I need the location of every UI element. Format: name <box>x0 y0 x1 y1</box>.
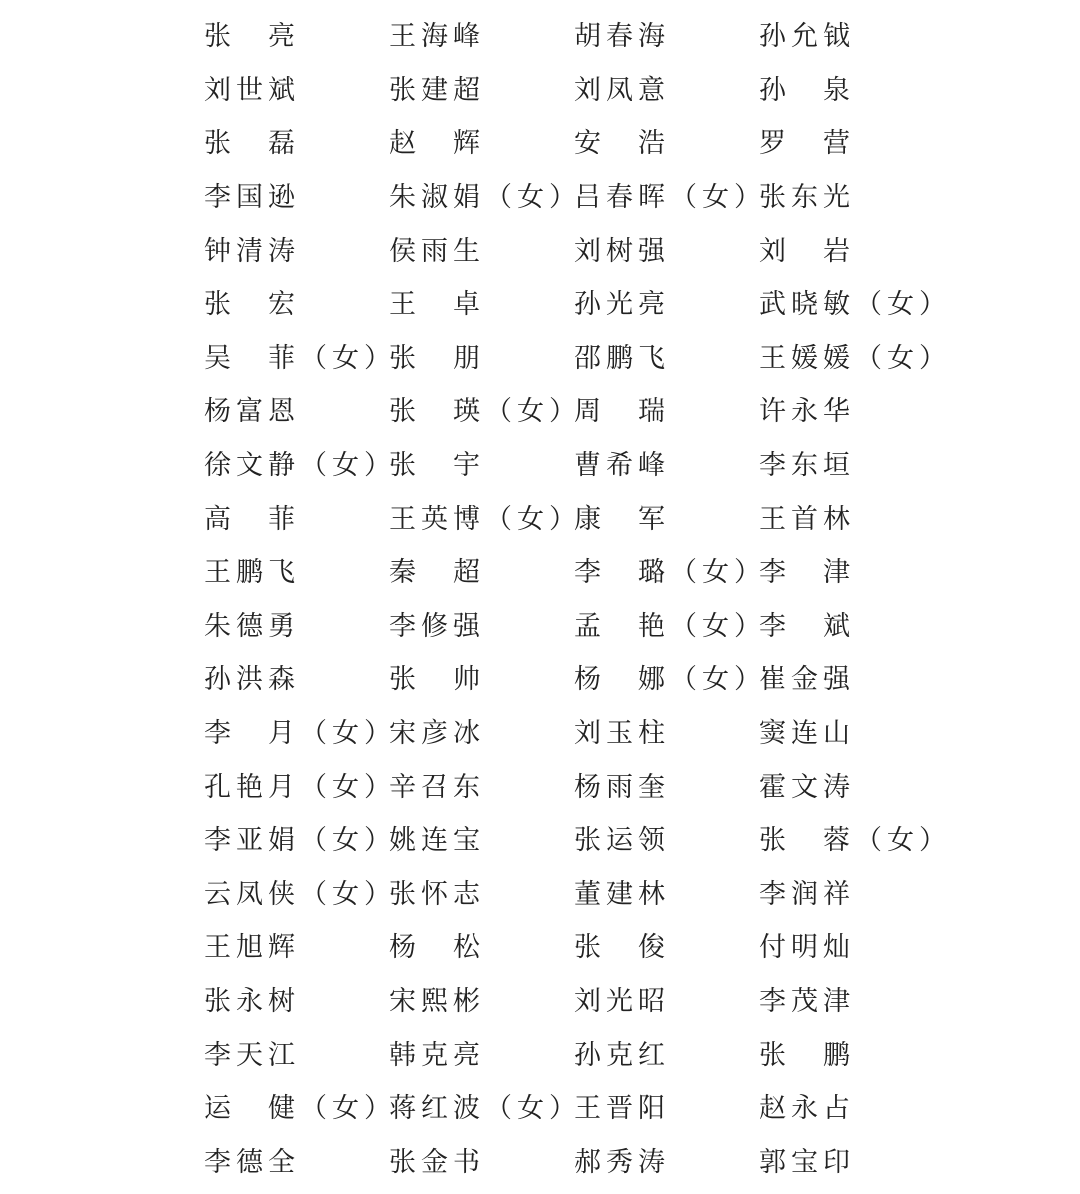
name-entry: 孙光亮 <box>574 289 670 321</box>
name-entry: 张东光 <box>759 182 855 214</box>
name-entry: 孙克红 <box>574 1039 670 1071</box>
name-entry: 云凤侠（女） <box>204 878 396 910</box>
name-entry: 杨富恩 <box>204 396 300 428</box>
name-entry: 郭宝印 <box>759 1146 855 1178</box>
name-entry: 王媛媛（女） <box>759 342 951 374</box>
name-entry: 运 健（女） <box>204 1093 396 1125</box>
name-entry: 郝秀涛 <box>574 1146 670 1178</box>
name-entry: 孔艳月（女） <box>204 771 396 803</box>
name-entry: 宋熙彬 <box>389 985 485 1017</box>
name-entry: 孙允钺 <box>759 21 855 53</box>
name-entry: 罗 营 <box>759 128 855 160</box>
name-entry: 王首林 <box>759 503 855 535</box>
name-row <box>204 64 964 118</box>
name-entry: 姚连宝 <box>389 825 485 857</box>
name-entry: 辛召东 <box>389 771 485 803</box>
name-entry: 张 瑛（女） <box>389 396 581 428</box>
name-row <box>204 814 964 868</box>
name-entry: 孙 泉 <box>759 74 855 106</box>
name-entry: 李 璐（女） <box>574 557 766 589</box>
name-entry: 李天江 <box>204 1039 300 1071</box>
name-entry: 李亚娟（女） <box>204 825 396 857</box>
name-entry: 刘树强 <box>574 235 670 267</box>
name-entry: 张 蓉（女） <box>759 825 951 857</box>
name-entry: 窦连山 <box>759 718 855 750</box>
name-entry: 蒋红波（女） <box>389 1093 581 1125</box>
name-entry: 王旭辉 <box>204 932 300 964</box>
name-entry: 孟 艳（女） <box>574 610 766 642</box>
name-entry: 李茂津 <box>759 985 855 1017</box>
name-entry: 朱德勇 <box>204 610 300 642</box>
name-entry: 刘凤意 <box>574 74 670 106</box>
name-entry: 杨雨奎 <box>574 771 670 803</box>
name-entry: 李 斌 <box>759 610 855 642</box>
name-row <box>204 921 964 975</box>
name-entry: 张 朋 <box>389 342 485 374</box>
name-entry: 钟清涛 <box>204 235 300 267</box>
name-row <box>204 385 964 439</box>
name-entry: 吴 菲（女） <box>204 342 396 374</box>
name-entry: 秦 超 <box>389 557 485 589</box>
name-entry: 李 津 <box>759 557 855 589</box>
name-entry: 李德全 <box>204 1146 300 1178</box>
name-entry: 王英博（女） <box>389 503 581 535</box>
name-row <box>204 332 964 386</box>
name-row <box>204 171 964 225</box>
name-entry: 张 俊 <box>574 932 670 964</box>
name-entry: 李 月（女） <box>204 718 396 750</box>
name-row <box>204 492 964 546</box>
name-entry: 刘世斌 <box>204 74 300 106</box>
name-entry: 张金书 <box>389 1146 485 1178</box>
name-row <box>204 224 964 278</box>
name-entry: 刘 岩 <box>759 235 855 267</box>
name-row <box>204 278 964 332</box>
name-entry: 李修强 <box>389 610 485 642</box>
name-list <box>204 10 964 1189</box>
name-entry: 王鹏飞 <box>204 557 300 589</box>
name-row <box>204 10 964 64</box>
name-entry: 高 菲 <box>204 503 300 535</box>
name-entry: 邵鹏飞 <box>574 342 670 374</box>
name-entry: 刘光昭 <box>574 985 670 1017</box>
name-row <box>204 117 964 171</box>
name-row <box>204 653 964 707</box>
name-entry: 董建林 <box>574 878 670 910</box>
name-row <box>204 760 964 814</box>
name-entry: 李国逊 <box>204 182 300 214</box>
name-row <box>204 975 964 1029</box>
name-entry: 孙洪森 <box>204 664 300 696</box>
name-entry: 付明灿 <box>759 932 855 964</box>
name-entry: 张运领 <box>574 825 670 857</box>
name-entry: 王 卓 <box>389 289 485 321</box>
name-row <box>204 1135 964 1189</box>
name-entry: 徐文静（女） <box>204 450 396 482</box>
name-entry: 胡春海 <box>574 21 670 53</box>
name-entry: 康 军 <box>574 503 670 535</box>
name-entry: 王海峰 <box>389 21 485 53</box>
name-entry: 朱淑娟（女） <box>389 182 581 214</box>
name-entry: 李东垣 <box>759 450 855 482</box>
name-entry: 霍文涛 <box>759 771 855 803</box>
name-entry: 张建超 <box>389 74 485 106</box>
name-row <box>204 868 964 922</box>
name-entry: 张 亮 <box>204 21 300 53</box>
name-entry: 杨 娜（女） <box>574 664 766 696</box>
name-entry: 张怀志 <box>389 878 485 910</box>
name-row <box>204 439 964 493</box>
name-entry: 韩克亮 <box>389 1039 485 1071</box>
name-entry: 张 宏 <box>204 289 300 321</box>
name-entry: 张 宇 <box>389 450 485 482</box>
name-entry: 刘玉柱 <box>574 718 670 750</box>
name-entry: 周 瑞 <box>574 396 670 428</box>
name-row <box>204 546 964 600</box>
name-entry: 曹希峰 <box>574 450 670 482</box>
name-entry: 杨 松 <box>389 932 485 964</box>
name-entry: 王晋阳 <box>574 1093 670 1125</box>
name-row <box>204 600 964 654</box>
name-entry: 许永华 <box>759 396 855 428</box>
name-entry: 赵 辉 <box>389 128 485 160</box>
name-entry: 张 磊 <box>204 128 300 160</box>
name-entry: 张 鹏 <box>759 1039 855 1071</box>
name-row <box>204 1028 964 1082</box>
name-entry: 赵永占 <box>759 1093 855 1125</box>
name-entry: 侯雨生 <box>389 235 485 267</box>
name-entry: 李润祥 <box>759 878 855 910</box>
name-entry: 武晓敏（女） <box>759 289 951 321</box>
name-entry: 张永树 <box>204 985 300 1017</box>
name-entry: 宋彦冰 <box>389 718 485 750</box>
name-row <box>204 1082 964 1136</box>
name-entry: 崔金强 <box>759 664 855 696</box>
name-entry: 安 浩 <box>574 128 670 160</box>
name-entry: 吕春晖（女） <box>574 182 766 214</box>
name-row <box>204 707 964 761</box>
name-entry: 张 帅 <box>389 664 485 696</box>
